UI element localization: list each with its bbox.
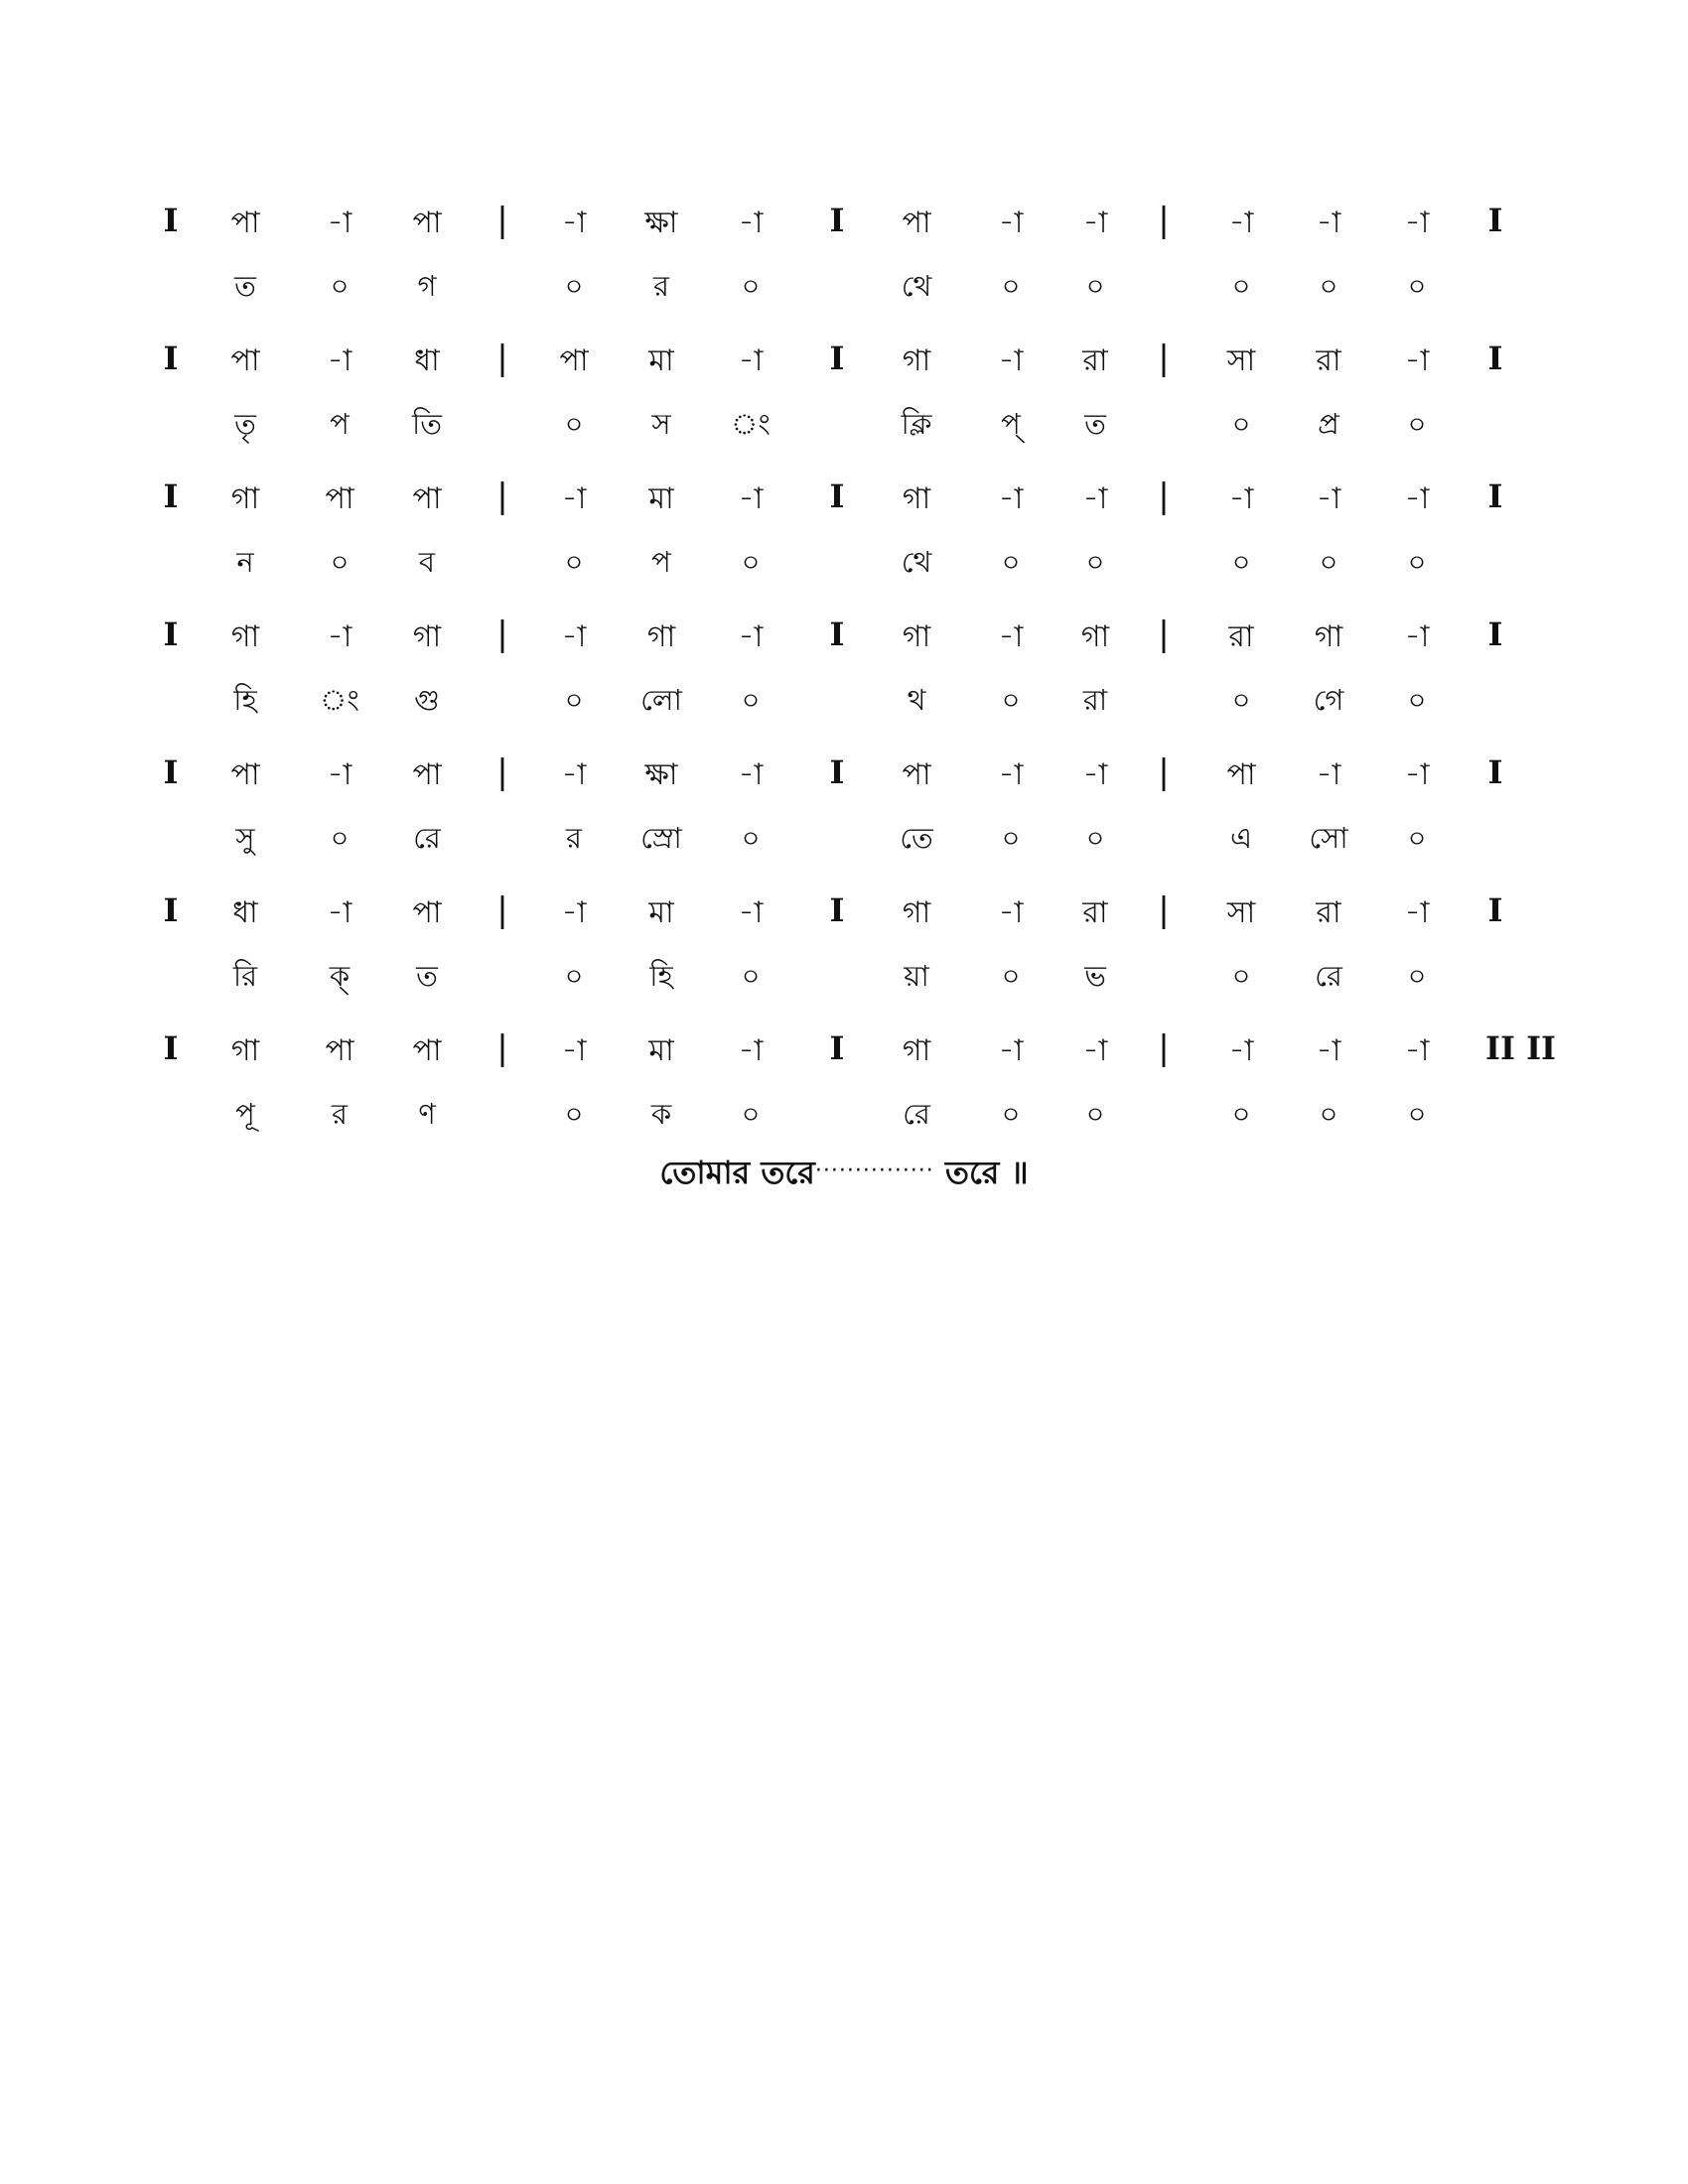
swara-note: -া: [1404, 205, 1430, 240]
lyric-syllable: সো: [1309, 821, 1348, 855]
swara-note: গা: [902, 343, 931, 378]
swara-note: -া: [738, 1033, 764, 1068]
lyric-syllable: ০: [1001, 269, 1021, 303]
lyric-syllable: পূ: [235, 1097, 255, 1131]
lyric-syllable: গ: [417, 269, 437, 303]
bar-line: I: [829, 615, 845, 653]
lyric-syllable: ০: [1231, 1097, 1251, 1131]
lyric-syllable: ০: [1085, 1097, 1105, 1131]
lyric-syllable: রে: [903, 1097, 930, 1131]
swara-note: -া: [1316, 1033, 1341, 1068]
swara-note: পা: [902, 205, 931, 240]
beat-divider: |: [1158, 201, 1170, 240]
swara-note: -া: [998, 757, 1024, 792]
lyric-syllable: ০: [1407, 821, 1427, 855]
lyric-syllable: গে: [1313, 683, 1344, 717]
lyric-syllable: ০: [1231, 407, 1251, 441]
beat-divider: |: [496, 752, 508, 792]
bar-line: I: [829, 891, 845, 929]
lyric-syllable: র: [332, 1097, 348, 1131]
swara-note: -া: [327, 343, 352, 378]
lyric-syllable: ০: [1319, 545, 1338, 579]
lyric-syllable: থে: [901, 545, 932, 579]
lyric-syllable: ত: [416, 959, 438, 993]
lyric-syllable: ক: [650, 1097, 672, 1131]
refrain-end: তরে ॥: [944, 1154, 1029, 1191]
lyric-syllable: ভ: [1084, 959, 1106, 993]
swara-note: পা: [412, 1033, 442, 1068]
bar-line: I: [829, 478, 845, 515]
swara-note: পা: [230, 757, 260, 792]
swara-note: -া: [738, 205, 764, 240]
lyric-syllable: তে: [900, 821, 933, 855]
swara-note: গা: [902, 895, 931, 930]
swara-note: -া: [561, 895, 587, 930]
lyric-syllable: হি: [233, 683, 257, 717]
lyric-syllable: লো: [640, 683, 682, 717]
lyric-syllable: ০: [1085, 821, 1105, 855]
lyric-syllable: ০: [1319, 269, 1338, 303]
swara-note: সা: [1226, 895, 1256, 930]
lyric-syllable: ০: [330, 545, 350, 579]
swara-note: -া: [1082, 1033, 1108, 1068]
lyric-syllable: ক্লি: [901, 407, 932, 441]
swara-note: -া: [998, 205, 1024, 240]
beat-divider: |: [496, 339, 508, 378]
lyric-syllable: স্রো: [640, 821, 682, 855]
swara-note: -া: [998, 619, 1024, 654]
lyric-syllable: ০: [1407, 269, 1427, 303]
swara-note: গা: [902, 619, 931, 654]
bar-line: II II: [1485, 1029, 1557, 1067]
lyric-syllable: ত: [234, 269, 256, 303]
lyric-syllable: ০: [564, 1097, 584, 1131]
lyric-syllable: ০: [1085, 269, 1105, 303]
lyric-syllable: ০: [741, 683, 761, 717]
lyric-syllable: ব: [418, 545, 436, 579]
swara-note: সা: [1226, 343, 1256, 378]
swara-note: -া: [1228, 205, 1254, 240]
swara-note: পা: [412, 895, 442, 930]
lyric-syllable: ০: [1407, 1097, 1427, 1131]
lyric-syllable: ০: [741, 545, 761, 579]
swara-note: -া: [1404, 757, 1430, 792]
lyric-syllable: ০: [1319, 1097, 1338, 1131]
swara-note: -া: [327, 619, 352, 654]
swara-note: মা: [648, 343, 674, 378]
swara-note: রা: [1316, 895, 1341, 930]
lyric-syllable: ০: [741, 959, 761, 993]
swara-note: -া: [998, 481, 1024, 516]
bar-line: I: [163, 202, 179, 239]
lyric-syllable: য়া: [904, 959, 929, 993]
lyric-syllable: ০: [564, 407, 584, 441]
swara-note: ধা: [232, 895, 258, 930]
swara-note: -া: [738, 619, 764, 654]
bar-line: I: [829, 753, 845, 791]
lyric-syllable: ০: [564, 959, 584, 993]
swara-note: গা: [646, 619, 676, 654]
lyric-syllable: ০: [1001, 545, 1021, 579]
bar-line: I: [829, 1029, 845, 1067]
swara-note: গা: [1080, 619, 1110, 654]
swara-note: গা: [412, 619, 442, 654]
refrain-dots: ···············: [814, 1159, 934, 1183]
swara-note: গা: [902, 1033, 931, 1068]
lyric-syllable: ০: [564, 269, 584, 303]
beat-divider: |: [496, 614, 508, 654]
lyric-syllable: ক্: [329, 959, 351, 993]
swara-note: -া: [1404, 895, 1430, 930]
beat-divider: |: [496, 890, 508, 930]
lyric-syllable: স: [651, 407, 671, 441]
lyric-syllable: ০: [1407, 959, 1427, 993]
swara-note: -া: [1228, 1033, 1254, 1068]
swara-note: -া: [1316, 205, 1341, 240]
swara-note: পা: [230, 205, 260, 240]
swara-note: -া: [561, 757, 587, 792]
swara-note: -া: [738, 757, 764, 792]
lyric-syllable: ০: [1231, 545, 1251, 579]
swara-note: রা: [1082, 895, 1108, 930]
swara-note: পা: [325, 1033, 354, 1068]
lyric-syllable: র: [653, 269, 669, 303]
swara-note: গা: [230, 481, 260, 516]
beat-divider: |: [1158, 752, 1170, 792]
bar-line: I: [163, 478, 179, 515]
swara-note: -া: [1404, 1033, 1430, 1068]
beat-divider: |: [496, 1028, 508, 1068]
bar-line: I: [1487, 478, 1503, 515]
bar-line: I: [163, 615, 179, 653]
lyric-syllable: ০: [1085, 545, 1105, 579]
bar-line: I: [829, 340, 845, 377]
swara-note: -া: [327, 757, 352, 792]
lyric-syllable: ০: [1231, 269, 1251, 303]
lyric-syllable: প্র: [1318, 407, 1339, 441]
lyric-syllable: তৃ: [234, 407, 256, 441]
swara-note: পা: [1226, 757, 1256, 792]
lyric-syllable: ০: [1407, 545, 1427, 579]
beat-divider: |: [1158, 339, 1170, 378]
lyric-syllable: ০: [330, 269, 350, 303]
lyric-syllable: ং: [731, 407, 771, 441]
beat-divider: |: [1158, 1028, 1170, 1068]
lyric-syllable: রা: [1082, 683, 1108, 717]
lyric-syllable: রি: [232, 959, 258, 993]
swara-note: পা: [559, 343, 589, 378]
lyric-syllable: ০: [564, 683, 584, 717]
swara-note: মা: [648, 1033, 674, 1068]
lyric-syllable: প: [330, 407, 350, 441]
beat-divider: |: [1158, 614, 1170, 654]
swara-note: -া: [1228, 481, 1254, 516]
lyric-syllable: রে: [1315, 959, 1342, 993]
lyric-syllable: ০: [1407, 407, 1427, 441]
swara-note: -া: [1082, 205, 1108, 240]
swara-note: -া: [998, 895, 1024, 930]
swara-note: -া: [561, 1033, 587, 1068]
swara-note: -া: [561, 205, 587, 240]
swara-note: -া: [738, 343, 764, 378]
swara-note: পা: [230, 343, 260, 378]
bar-line: I: [1487, 891, 1503, 929]
lyric-syllable: সু: [235, 821, 255, 855]
lyric-syllable: ন: [236, 545, 254, 579]
beat-divider: |: [1158, 477, 1170, 516]
swara-note: ক্ষা: [644, 205, 678, 240]
swara-note: -া: [561, 481, 587, 516]
lyric-syllable: থে: [901, 269, 932, 303]
bar-line: I: [163, 753, 179, 791]
beat-divider: |: [1158, 890, 1170, 930]
swara-note: -া: [738, 895, 764, 930]
swara-note: গা: [902, 481, 931, 516]
swara-note: -া: [1082, 481, 1108, 516]
refrain-start: তোমার তরে: [659, 1154, 815, 1191]
lyric-syllable: ০: [330, 821, 350, 855]
bar-line: I: [1487, 615, 1503, 653]
lyric-syllable: ০: [564, 545, 584, 579]
lyric-syllable: এ: [1229, 821, 1253, 855]
swara-note: মা: [648, 895, 674, 930]
swara-note: পা: [412, 205, 442, 240]
swara-note: রা: [1316, 343, 1341, 378]
lyric-syllable: তি: [411, 407, 443, 441]
lyric-syllable: র: [566, 821, 582, 855]
swara-note: ক্ষা: [644, 757, 678, 792]
bar-line: I: [163, 340, 179, 377]
lyric-syllable: ০: [1001, 1097, 1021, 1131]
lyric-syllable: ০: [1001, 959, 1021, 993]
refrain-line: [0, 1150, 1688, 1194]
swara-note: -া: [1404, 343, 1430, 378]
bar-line: I: [163, 891, 179, 929]
swara-note: গা: [230, 619, 260, 654]
lyric-syllable: ত: [1084, 407, 1106, 441]
lyric-syllable: গু: [414, 683, 440, 717]
bar-line: I: [1487, 202, 1503, 239]
lyric-syllable: ণ: [418, 1097, 436, 1131]
swara-note: ধা: [414, 343, 440, 378]
lyric-syllable: রে: [413, 821, 441, 855]
lyric-syllable: ০: [1407, 683, 1427, 717]
lyric-syllable: ০: [741, 1097, 761, 1131]
lyric-syllable: প: [651, 545, 671, 579]
lyric-syllable: হি: [649, 959, 673, 993]
beat-divider: |: [496, 477, 508, 516]
lyric-syllable: থ: [907, 683, 926, 717]
swara-note: পা: [412, 757, 442, 792]
bar-line: I: [829, 202, 845, 239]
swara-note: -া: [327, 895, 352, 930]
lyric-syllable: ০: [741, 269, 761, 303]
lyric-syllable: ং: [320, 683, 359, 717]
swara-note: রা: [1228, 619, 1254, 654]
lyric-syllable: ০: [1231, 959, 1251, 993]
swara-note: -া: [998, 343, 1024, 378]
swara-note: -া: [738, 481, 764, 516]
swara-note: গা: [1314, 619, 1343, 654]
swara-note: -া: [561, 619, 587, 654]
bar-line: I: [163, 1029, 179, 1067]
swara-note: -া: [327, 205, 352, 240]
swara-note: পা: [902, 757, 931, 792]
lyric-syllable: ০: [1231, 683, 1251, 717]
swara-note: -া: [1316, 757, 1341, 792]
swara-note: মা: [648, 481, 674, 516]
swara-note: পা: [412, 481, 442, 516]
swara-note: -া: [1082, 757, 1108, 792]
swara-note: গা: [230, 1033, 260, 1068]
swara-note: -া: [1404, 619, 1430, 654]
lyric-syllable: ০: [741, 821, 761, 855]
bar-line: I: [1487, 340, 1503, 377]
bar-line: I: [1487, 753, 1503, 791]
lyric-syllable: প্: [1001, 407, 1021, 441]
beat-divider: |: [496, 201, 508, 240]
lyric-syllable: ০: [1001, 821, 1021, 855]
swara-note: রা: [1082, 343, 1108, 378]
swara-note: -া: [998, 1033, 1024, 1068]
lyric-syllable: ০: [1001, 683, 1021, 717]
swara-note: -া: [1404, 481, 1430, 516]
swara-note: পা: [325, 481, 354, 516]
swara-note: -া: [1316, 481, 1341, 516]
